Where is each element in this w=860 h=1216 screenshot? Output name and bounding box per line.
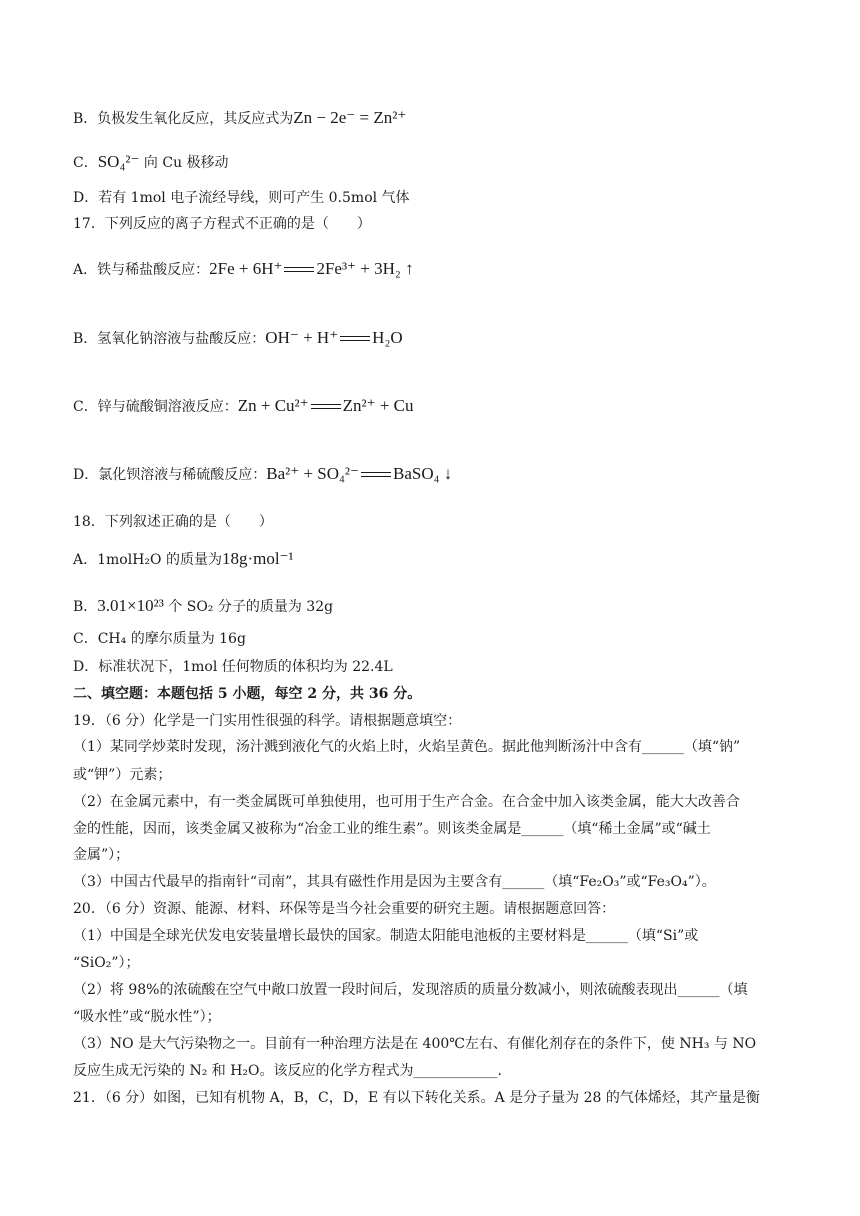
q17-option-b-text: B．氢氧化钠溶液与盐酸反应： (73, 331, 266, 347)
q17-option-c-eq-right: Zn²⁺ + Cu (342, 396, 414, 415)
q17-option-b-eq-right: H₂O (372, 328, 403, 347)
q18-option-b (73, 596, 333, 617)
q17-option-b (73, 328, 403, 349)
q17-option-a (73, 259, 414, 280)
q18-option-a-equation: 18g·mol⁻¹ (221, 549, 294, 568)
q20-part2-line2: “吸水性”或“脱水性”）； (73, 1009, 221, 1025)
q18-option-c: C．CH₄ 的摩尔质量为 16g (73, 631, 246, 647)
q20-part1-line1: （1）中国是全球光伏发电安装量增长最快的国家。制造太阳能电池板的主要材料是______（填“Si”或 (73, 928, 699, 944)
q17-option-a-eq-left: 2Fe + 6H⁺ (209, 259, 283, 278)
equals-sign (309, 402, 343, 412)
q16-option-b-text: B．负极发生氧化反应，其反应式为 (73, 111, 294, 127)
q17-stem: 17．下列反应的离子方程式不正确的是（ ） (73, 216, 371, 232)
q18-option-a-text: A．1molH₂O 的质量为 (73, 552, 222, 568)
q16-option-c (73, 152, 229, 173)
q16-option-c-text: 向 Cu 极移动 (143, 155, 229, 171)
equals-sign (282, 265, 316, 275)
q19-part2-line2: 金的性能，因而，该类金属又被称为“冶金工业的维生素”。则该类金属是______（填“稀土金属”或“碱土 (73, 821, 711, 837)
q19-part1-line1: （1）某同学炒菜时发现，汤汁溅到液化气的火焰上时，火焰呈黄色。据此他判断汤汁中含有______（填“钠” (73, 739, 741, 755)
q20-stem: 20．（6 分）资源、能源、材料、环保等是当今社会重要的研究主题。请根据题意回答： (73, 901, 616, 917)
q18-option-b-equation: 3.01×10²³ (97, 596, 164, 615)
q19-part1-line2: 或“钾”）元素； (73, 767, 172, 783)
q20-part3-line2: 反应生成无污染的 N₂ 和 H₂O。该反应的化学方程式为____________. (73, 1063, 502, 1079)
q17-option-a-eq-right: 2Fe³⁺ + 3H₂ ↑ (316, 259, 414, 278)
equals-sign (338, 334, 372, 344)
q21-stem: 21．（6 分）如图，已知有机物 A，B，C，D，E 有以下转化关系。A 是分子量为 28 的气体烯烃，其产量是衡 (73, 1090, 760, 1106)
q19-stem: 19．（6 分）化学是一门实用性很强的科学。请根据题意填空： (73, 713, 462, 729)
q18-option-a (73, 549, 294, 570)
q16-option-d: D．若有 1mol 电子流经导线，则可产生 0.5mol 气体 (73, 190, 410, 206)
section-heading: 二、填空题：本题包括 5 小题，每空 2 分，共 36 分。 (73, 686, 422, 702)
q17-option-a-text: A．铁与稀盐酸反应： (73, 262, 210, 278)
q17-option-c (73, 396, 414, 417)
q18-option-b-prefix: B． (73, 599, 98, 615)
q17-option-d-eq-right: BaSO₄ ↓ (393, 464, 453, 483)
equals-sign (359, 470, 393, 480)
q18-stem: 18．下列叙述正确的是（ ） (73, 514, 273, 530)
q17-option-c-text: C．锌与硫酸铜溶液反应： (73, 399, 238, 415)
q20-part2-line1: （2）将 98%的浓硫酸在空气中敞口放置一段时间后，发现溶质的质量分数减小，则浓硫酸表现出______（填 (73, 982, 748, 998)
q17-option-b-eq-left: OH⁻ + H⁺ (265, 328, 339, 347)
q17-option-d-text: D．氯化钡溶液与稀硫酸反应： (73, 467, 267, 483)
q17-option-d (73, 464, 452, 485)
q19-part3-line1: （3）中国古代最早的指南针“司南”，其具有磁性作用是因为主要含有______（填“Fe₂O₃”或“Fe₃O₄”）。 (73, 874, 716, 890)
q19-part2-line1: （2）在金属元素中，有一类金属既可单独使用，也可用于生产合金。在合金中加入该类金属，能大大改善合 (73, 794, 740, 810)
q16-option-b (73, 108, 406, 129)
q16-option-c-prefix: C． (73, 155, 98, 171)
q20-part3-line1: （3）NO 是大气污染物之一。目前有一种治理方法是在 400℃左右、有催化剂存在的条件下，使 NH₃ 与 NO (73, 1036, 757, 1052)
q20-part1-line2: “SiO₂”）； (73, 955, 140, 971)
q16-option-c-ion: SO₄²⁻ (97, 152, 140, 171)
q18-option-b-text: 个 SO₂ 分子的质量为 32g (168, 599, 334, 615)
q19-part2-line3: 金属”）； (73, 847, 130, 863)
q18-option-d: D．标准状况下，1mol 任何物质的体积均为 22.4L (73, 659, 393, 675)
q17-option-d-eq-left: Ba²⁺ + SO₄²⁻ (266, 464, 360, 483)
q17-option-c-eq-left: Zn + Cu²⁺ (237, 396, 309, 415)
q16-option-b-equation: Zn − 2e⁻ = Zn²⁺ (293, 108, 407, 127)
